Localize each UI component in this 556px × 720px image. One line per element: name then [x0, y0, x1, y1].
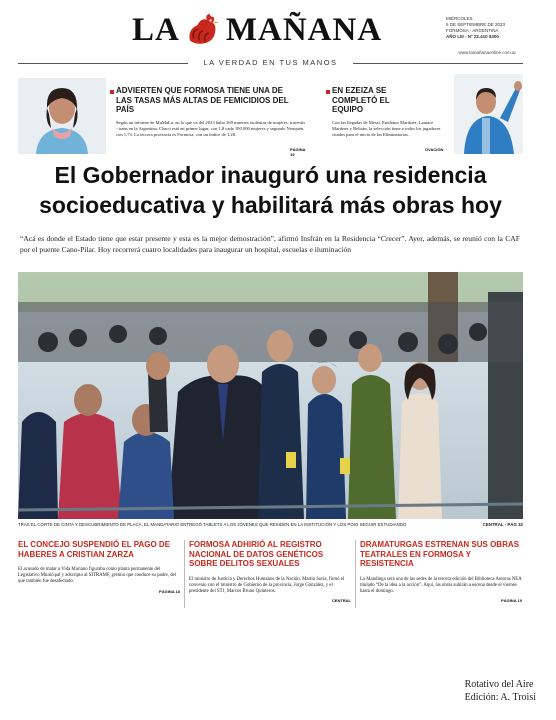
teaser-body: Según un informe de MuMaLa, en lo que va del 2023 hubo 269 muertes violentas de mujeres, travestis - trans en la Argentina. Chaco está en primer lugar, con 1,8 cada 100.000 mujeres y segundo Neuquén, con 1,73. La tercera provincia es Formosa, con un índice de 1,28.: [116, 120, 306, 137]
teaser-headline: ADVIERTEN QUE FORMOSA TIENE UNA DE LAS TASAS MÁS ALTAS DE FEMICIDIOS DEL PAÍS: [116, 86, 289, 114]
photo-caption: [18, 522, 523, 527]
player-portrait-image: [454, 74, 523, 154]
story-column: [360, 540, 522, 603]
dateline-date: 6 DE SEPTIEMBRE DE 2023: [446, 22, 506, 27]
teaser-photo-player: [454, 74, 523, 154]
main-deck: “Acá es donde el Estado tiene que estar presente y esta es la mejor demostración”, afirmó Insfrán en la Residencia “Crecer”. Ayer, además, se reunió con la CAF por el puente Cano-Pilar. Hoy recorrerá cuatro localidades para inaugurar un hospital, escuelas e iluminación: [20, 234, 520, 254]
dateline-issue: AÑO LIII - Nº 22.410 $300: [446, 34, 499, 39]
website-url: www.lamañanaonline.com.ar: [458, 50, 516, 55]
story-page-ref: PÁGINA 19: [501, 598, 522, 604]
story-headline: FORMOSA ADHIRIÓ AL REGISTRO NACIONAL DE DATOS GENÉTICOS SOBRE DELITOS SEXUALES: [189, 540, 324, 568]
teaser-photo-woman: [18, 78, 106, 154]
dateline-day: MIÉRCOLES: [446, 16, 473, 21]
teaser-red-marker: [110, 90, 114, 94]
inauguration-crowd-image: [18, 272, 523, 519]
tagline-text: LA VERDAD EN TUS MANOS: [203, 58, 338, 67]
masthead: [0, 10, 556, 50]
teaser-page-ref: OVACIÓN: [425, 147, 444, 152]
rooster-icon: [184, 12, 222, 48]
story-body: El ministro de Justicia y Derechos Humanos de la Nación, Martín Soria, firmó el convenio con el ministro de Gobierno de la provincia, Jorge González, y el presidente del STJ, Marcos Bruno Quinteros.: [189, 576, 345, 594]
teaser-femicidios: [18, 72, 306, 157]
teaser-page-ref: PÁGINA 19: [290, 147, 306, 157]
column-divider: [355, 540, 356, 608]
story-headline: EL CONCEJO SUSPENDIÓ EL PAGO DE HABERES A CRISTIAN ZARZA: [18, 540, 171, 559]
dateline-place: FORMOSA - ARGENTINA: [446, 28, 499, 33]
credits-line-2: Edición: A. Troisi: [464, 692, 536, 703]
teaser-headline: EN EZEIZA SE COMPLETÓ EL EQUIPO: [332, 86, 390, 114]
logo-word-manana: MAÑANA: [225, 11, 383, 48]
caption-text: TRAS EL CORTE DE CINTA Y DESCUBRIMIENTO DE PLACA, EL MANDATARIO ENTREGÓ TABLETS A LOS JÓVENES QUE RESIDEN EN LA INSTITUCIÓN Y LOS POIO SEGUIR ESTUDIANDO: [18, 522, 407, 527]
caption-page-ref: CENTRAL - PÁG 32: [482, 522, 523, 527]
story-headline: DRAMATURGAS ESTRENAN SUS OBRAS TEATRALES EN FORMOSA Y RESISTENCIA: [360, 540, 519, 568]
teaser-red-marker: [326, 90, 330, 94]
main-photo: [18, 272, 523, 519]
story-body: La Mandinga será una de las sedes de la tercera edición del Biblioteca Autoras NEA titulado “De la idea a la acción”. Aquí, las obras subirán a escena desde el viernes hasta el domingo.: [360, 576, 522, 594]
teaser-ezeiza: [322, 72, 523, 154]
tagline: [18, 58, 523, 68]
main-headline: El Gobernador inauguró una residencia socioeducativa y habilitará más obras hoy: [39, 162, 502, 218]
tagline-rule-right: [353, 63, 523, 64]
column-divider: [184, 540, 185, 608]
story-column: [18, 540, 180, 594]
story-body: El acusado de matar a Vida Mariano figuraba como planta permanente del Legislativo Municipal y adscripto al SITRAMF, gremio que conduce su padre, del que también fue desafectado.: [18, 567, 177, 585]
logo-word-la: LA: [132, 11, 180, 48]
newspaper-logo: [132, 10, 422, 50]
story-page-ref: CENTRAL: [331, 598, 351, 604]
credits-line-1: Rotativo del Aire: [464, 679, 534, 690]
credits: [465, 678, 536, 704]
dateline: [446, 16, 516, 40]
story-page-ref: PÁGINA 18: [159, 588, 180, 594]
story-column: [189, 540, 351, 603]
woman-portrait-image: [18, 78, 106, 154]
teaser-body: Con las llegadas de Messi, Emiliano Martínez, Lautaro Martínez y Beltrán, la selección tiene a todos los jugadores citados para el inicio de las Eliminatorias.: [332, 120, 441, 137]
